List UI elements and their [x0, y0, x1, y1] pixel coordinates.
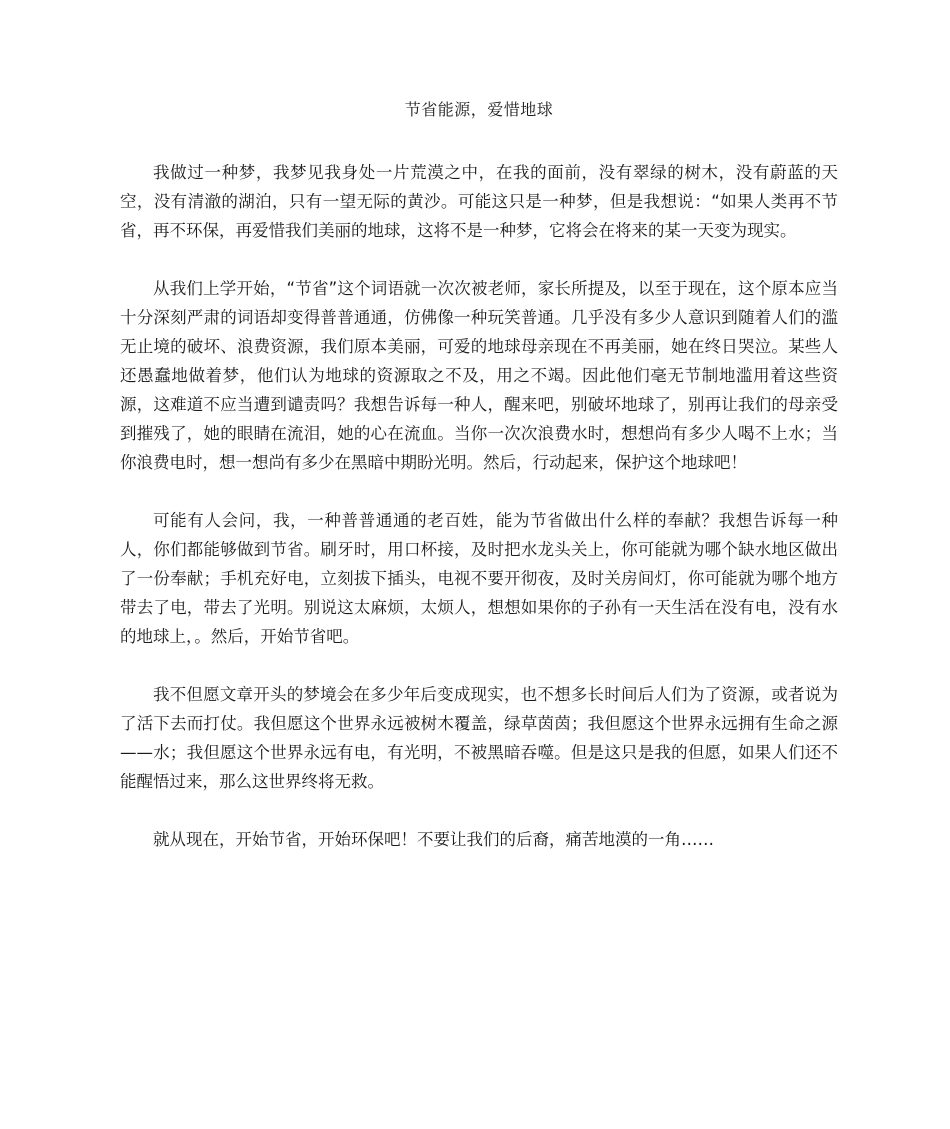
paragraph-1: 我做过一种梦，我梦见我身处一片荒漠之中，在我的面前，没有翠绿的树木，没有蔚蓝的天空，没有清澈的湖泊，只有一望无际的黄沙。可能这只是一种梦，但是我想说：“如果人类再不节省，再不环保，再爱惜我们美丽的地球，这将不是一种梦，它将会在将来的某一天变为现实。 [120, 163, 838, 240]
paragraph-3: 可能有人会问，我，一种普普通通的老百姓，能为节省做出什么样的奉献？我想告诉每一种人，你们都能够做到节省。刷牙时，用口杯接，及时把水龙头关上，你可能就为哪个缺水地区做出了一份奉献；手机充好电，立刻拔下插头，电视不要开彻夜，及时关房间灯，你可能就为哪个地方带去了电，带去了光明。别说这太麻烦，太烦人，想想如果你的子孙有一天生活在没有电，没有水的地球上，。然后，开始节省吧。 [120, 511, 838, 646]
paragraph-2: 从我们上学开始，“节省”这个词语就一次次被老师，家长所提及，以至于现在，这个原本应当十分深刻严肃的词语却变得普普通通，仿佛像一种玩笑普通。几乎没有多少人意识到随着人们的滥无止境的破坏、浪费资源，我们原本美丽，可爱的地球母亲现在不再美丽，她在终日哭泣。某些人还愚蠢地做着梦，他们认为地球的资源取之不及，用之不竭。因此他们毫无节制地滥用着这些资源，这难道不应当遭到谴责吗？我想告诉每一种人，醒来吧，别破坏地球了，别再让我们的母亲受到摧残了，她的眼睛在流泪，她的心在流血。当你一次次浪费水时，想想尚有多少人喝不上水；当你浪费电时，想一想尚有多少在黑暗中期盼光明。然后，行动起来，保护这个地球吧！ [120, 279, 838, 472]
paragraph-5: 就从现在，开始节省，开始环保吧！不要让我们的后裔，痛苦地漠的一角…… [153, 830, 714, 849]
document-page [120, 96, 838, 883]
paragraph-4: 我不但愿文章开头的梦境会在多少年后变成现实，也不想多长时间后人们为了资源，或者说为了活下去而打仗。我但愿这个世界永远被树木覆盖，绿草茵茵；我但愿这个世界永远拥有生命之源——水；我但愿这个世界永远有电，有光明，不被黑暗吞噬。但是这只是我的但愿，如果人们还不能醒悟过来，那么这世界终将无救。 [120, 685, 838, 791]
document-title: 节省能源，爱惜地球 [404, 100, 554, 119]
